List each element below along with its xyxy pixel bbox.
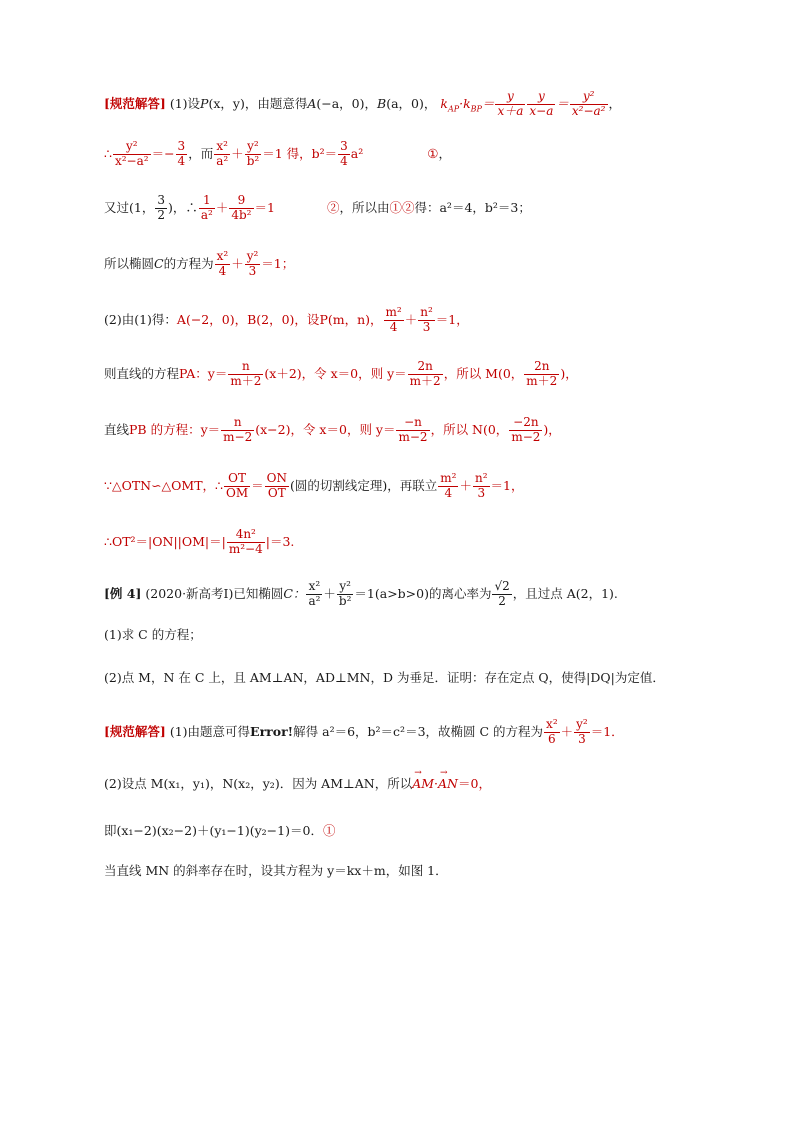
solution-line-9: ∴OT²＝|ON||OM|＝| $\frac{\text{4n²}}{\text{m²−4}}$ |＝3. [104, 527, 295, 556]
fraction: $\frac{ON}{OT}$ [266, 471, 287, 500]
fraction: $\frac{\text{x²}}{\text{a²}}$ [216, 139, 229, 168]
example-4-part-1: (1)求 C 的方程； [104, 627, 202, 642]
fraction: $\frac{n}{m-2}$ [223, 415, 253, 444]
fraction: $\frac{2n}{m+2}$ [409, 359, 441, 388]
fraction: $\frac{y}{x-a}$ [529, 89, 554, 118]
fraction: $\frac{\text{m²}}{4}$ [385, 305, 402, 334]
fraction: $\frac{√2}{2}$ [494, 579, 510, 608]
example-4-statement: [例 4] (2020·新高考Ⅰ)已知椭圆C： $\frac{\text{x²}}{\text{a²}}$ ＋ $\frac{\text{y²}}{\text{b²}}$ ＝1(a>b>0)的离心率为 $\frac{√2}{2}$ ，且过点 A(2，1). [104, 579, 618, 608]
fraction: $\frac{\text{y²}}{\text{b²}}$ [246, 139, 260, 168]
solution-line-8: ∵△OTN∽△OMT，∴ $\frac{OT}{OM}$ ＝ $\frac{ON}{OT}$ (圆的切割线定理)，再联立 $\frac{\text{m²}}{4}$ ＋ $\frac{\text{n²}}{3}$ ＝1， [104, 471, 524, 500]
fraction: $\frac{\text{m²}}{4}$ [440, 471, 457, 500]
solution-part-2-line-3: 当直线 MN 的斜率存在时，设其方程为 y＝kx＋m，如图 1． [104, 863, 448, 878]
fraction: $\frac{3}{2}$ [157, 193, 165, 222]
solution-line-5: (2)由(1)得：A(−2，0)，B(2，0)，设P(m，n)， $\frac{\text{m²}}{4}$ ＋ $\frac{\text{n²}}{3}$ ＝1， [104, 305, 469, 334]
solution-line-3: 又过(1， $\frac{3}{2}$ )，∴ $\frac{1}{\text{a²}}$ ＋ $\frac{9}{\text{4b²}}$ ＝1 ②，所以由①②得：a²＝4，b²＝3； [104, 193, 531, 222]
solution-line-6: 则直线的方程PA：y＝ $\frac{n}{m+2}$ (x＋2)，令 x＝0，则 y＝ $\frac{2n}{m+2}$ ，所以 M(0， $\frac{2n}{m+2}$ )， [104, 359, 578, 388]
example-tag: [例 4] [104, 585, 142, 601]
fraction: $\frac{\text{y²}}{3}$ [576, 717, 588, 746]
fraction: $\frac{n}{m+2}$ [230, 359, 262, 388]
fraction: $\frac{-n}{m-2}$ [398, 415, 428, 444]
solution-line-1: [规范解答] (1)设P(x，y)，由题意得A(−a，0)，B(a，0)， $k_{AP}\cdot k_{BP}=$ $\frac{y}{x+a}$ $\frac{y}{x-a}$ ＝ $\frac{\text{y²}}{\text{x²−a²}}$ ， [104, 89, 622, 118]
fraction: $\frac{1}{\text{a²}}$ [200, 193, 213, 222]
circled-number: ① [322, 823, 336, 838]
fraction: $\frac{\text{n²}}{3}$ [474, 471, 488, 500]
fraction: $\frac{\text{y²}}{\text{x²−a²}}$ [571, 89, 606, 118]
fraction: $\frac{3}{4}$ [340, 139, 348, 168]
circled-number: ② [326, 199, 340, 215]
solution-line-7: 直线PB 的方程：y＝ $\frac{n}{m-2}$ (x−2)，令 x＝0，则 y＝ $\frac{-n}{m-2}$ ，所以 N(0， $\frac{-2n}{m-2}$ )， [104, 415, 561, 444]
fraction: $\frac{\text{x²}}{\text{a²}}$ [308, 579, 321, 608]
fraction: $\frac{\text{y²}}{3}$ [246, 249, 259, 278]
fraction: $\frac{\text{y²}}{\text{x²−a²}}$ [114, 139, 149, 168]
circled-number: ① [427, 145, 439, 161]
solution-part-1: [规范解答] (1)由题意可得Error!解得 a²＝6，b²＝c²＝3，故椭圆 C 的方程为 $\frac{\text{x²}}{6}$ ＋ $\frac{\text{y²}}{3}$ ＝1． [104, 717, 624, 746]
fraction: $\frac{3}{4}$ [177, 139, 186, 168]
fraction: $\frac{\text{n²}}{3}$ [420, 305, 433, 334]
example-4-part-2: (2)点 M，N 在 C 上，且 AM⊥AN，AD⊥MN，D 为垂足．证明：存在定点 Q，使得|DQ|为定值． [104, 670, 665, 685]
solution-tag: [规范解答] [104, 95, 166, 111]
fraction: $\frac{\text{y²}}{\text{b²}}$ [338, 579, 352, 608]
solution-part-2-line-1: (2)设点 M(x₁，y₁)，N(x₂，y₂)．因为 AM⊥AN，所以→ AM·→ AN＝0， [104, 778, 491, 791]
solution-line-4: 所以椭圆C的方程为 $\frac{\text{x²}}{4}$ ＋ $\frac{\text{y²}}{3}$ ＝1； [104, 249, 295, 278]
fraction: $\frac{9}{\text{4b²}}$ [231, 193, 252, 222]
fraction: $\frac{\text{4n²}}{\text{m²−4}}$ [228, 527, 263, 556]
fraction: $\frac{OT}{OM}$ [226, 471, 249, 500]
fraction: $\frac{\text{x²}}{4}$ [216, 249, 229, 278]
fraction: $\frac{y}{x+a}$ [497, 89, 524, 118]
solution-tag: [规范解答] [104, 723, 166, 739]
fraction: $\frac{\text{x²}}{6}$ [546, 717, 558, 746]
fraction: $\frac{-2n}{m-2}$ [511, 415, 541, 444]
solution-part-2-line-2: 即(x₁−2)(x₂−2)＋(y₁−1)(y₂−1)＝0．① [104, 823, 336, 838]
vector-an: → AN [438, 778, 458, 791]
fraction: $\frac{2n}{m+2}$ [526, 359, 558, 388]
solution-line-2: ∴ $\frac{\text{y²}}{\text{x²−a²}}$ ＝− $\frac{3}{4}$ ，而 $\frac{\text{x²}}{\text{a²}}$ ＋ $\frac{\text{y²}}{\text{b²}}$ ＝1 得，b²＝ $\frac{3}{4}$ a² ①， [104, 139, 451, 168]
vector-am: → AM [412, 778, 434, 791]
